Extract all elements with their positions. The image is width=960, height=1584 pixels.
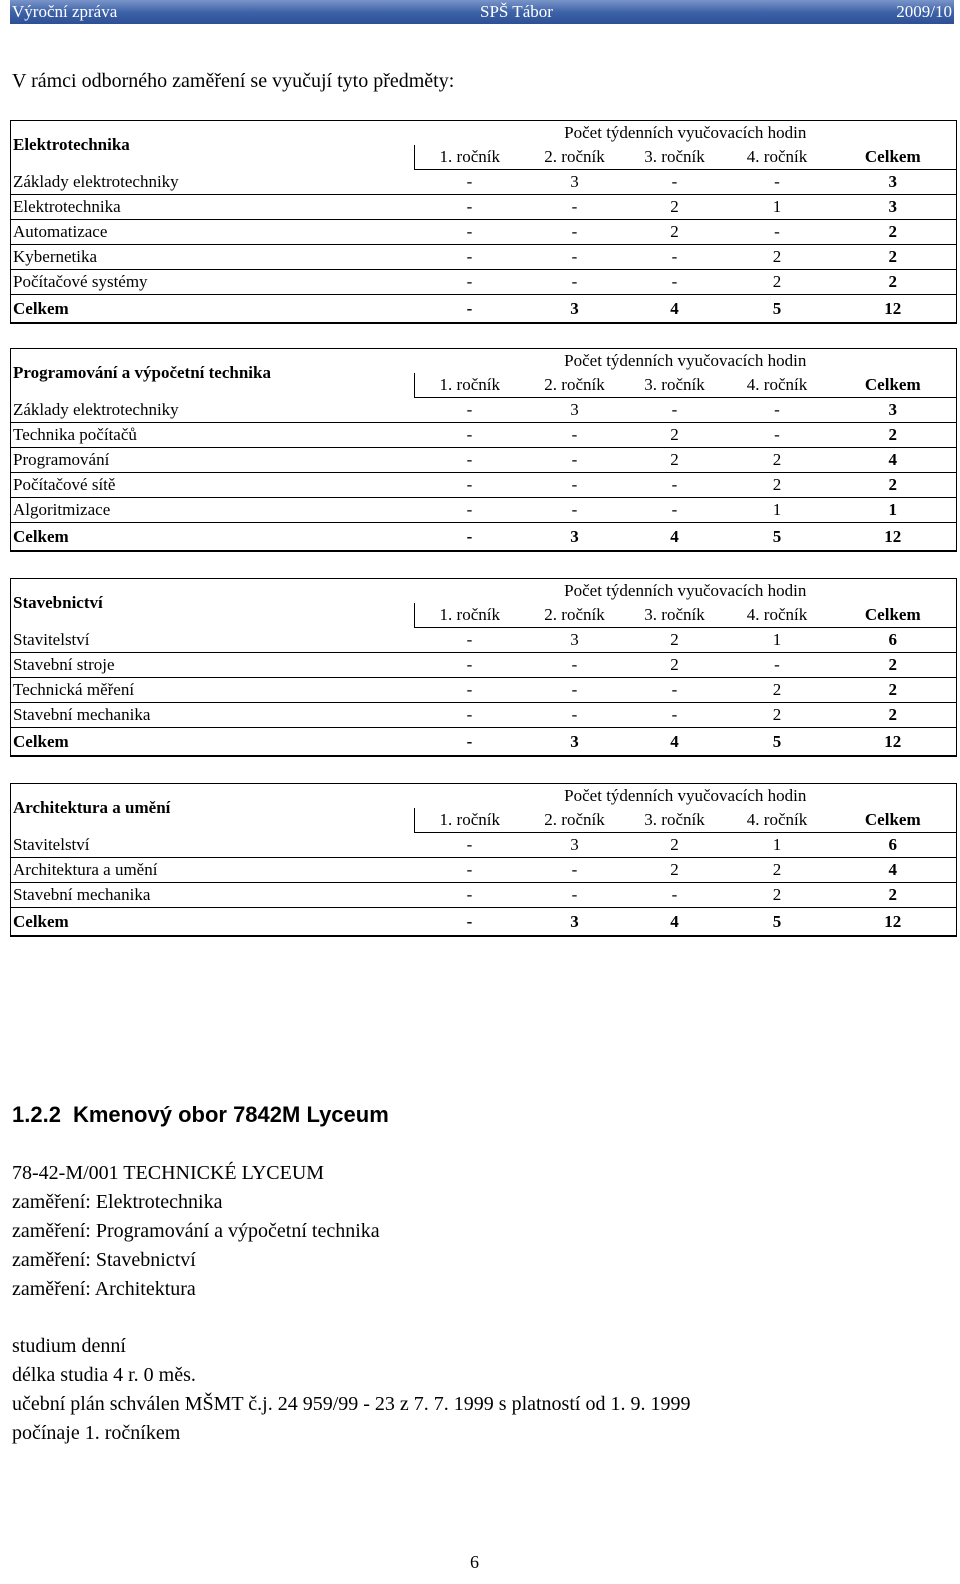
study-info: [12, 1332, 690, 1448]
subject-name: Počítačové systémy: [11, 270, 415, 295]
subject-name: Architektura a umění: [11, 858, 415, 883]
hours-cell: 1: [725, 498, 830, 523]
hours-cell: 2: [725, 448, 830, 473]
subject-name: Elektrotechnika: [11, 195, 415, 220]
intro-text: V rámci odborného zaměření se vyučují tyto předměty:: [12, 70, 455, 92]
hours-header: Počet týdenních vyučovacích hodin: [415, 579, 957, 604]
hours-cell: 4: [625, 908, 725, 937]
section-number: 1.2.2: [12, 1102, 61, 1127]
hours-cell: -: [415, 833, 525, 858]
hours-cell: -: [525, 270, 625, 295]
hours-cell: -: [725, 653, 830, 678]
hours-cell: 1: [725, 628, 830, 653]
hours-cell: -: [525, 883, 625, 908]
subject-name: Programování: [11, 448, 415, 473]
hours-cell: 3: [525, 398, 625, 423]
section-title: Kmenový obor 7842M Lyceum: [72, 1102, 389, 1127]
subject-name: Stavební mechanika: [11, 883, 415, 908]
info-line: zaměření: Architektura: [12, 1278, 196, 1300]
study-line: počínaje 1. ročníkem: [12, 1422, 181, 1444]
column-header-year: 1. ročník: [415, 373, 525, 398]
total-row: [11, 523, 957, 552]
hours-cell: 3: [525, 908, 625, 937]
program-info: [12, 1159, 380, 1304]
hours-cell: -: [415, 908, 525, 937]
hours-cell: 2: [625, 833, 725, 858]
hours-cell: -: [525, 195, 625, 220]
hours-total-cell: 12: [830, 908, 957, 937]
subject-table: [10, 120, 957, 324]
hours-cell: -: [415, 245, 525, 270]
hours-cell: -: [415, 473, 525, 498]
hours-cell: 2: [625, 858, 725, 883]
subject-row: [11, 245, 957, 270]
subject-name: Stavební mechanika: [11, 703, 415, 728]
hours-cell: 5: [725, 523, 830, 552]
subject-row: [11, 653, 957, 678]
column-header-year: 2. ročník: [525, 145, 625, 170]
hours-total-cell: 12: [830, 728, 957, 757]
subject-name: Základy elektrotechniky: [11, 398, 415, 423]
hours-cell: -: [525, 703, 625, 728]
subject-row: [11, 195, 957, 220]
hours-total-cell: 12: [830, 295, 957, 324]
hours-cell: 5: [725, 295, 830, 324]
subject-row: [11, 270, 957, 295]
hours-total-cell: 2: [830, 473, 957, 498]
hours-cell: -: [415, 523, 525, 552]
hours-total-cell: 2: [830, 883, 957, 908]
hours-cell: 2: [725, 678, 830, 703]
hours-total-cell: 4: [830, 448, 957, 473]
header-school-name: SPŠ Tábor: [480, 2, 553, 21]
hours-cell: 5: [725, 728, 830, 757]
hours-cell: -: [525, 448, 625, 473]
hours-total-cell: 3: [830, 195, 957, 220]
hours-total-cell: 2: [830, 220, 957, 245]
subject-row: [11, 628, 957, 653]
subject-row: [11, 398, 957, 423]
hours-total-cell: 2: [830, 703, 957, 728]
hours-cell: -: [625, 398, 725, 423]
hours-cell: 4: [625, 523, 725, 552]
hours-cell: 2: [725, 858, 830, 883]
subject-name: Technika počítačů: [11, 423, 415, 448]
info-line: zaměření: Stavebnictví: [12, 1249, 196, 1271]
group-name: Stavebnictví: [11, 579, 415, 628]
hours-total-cell: 2: [830, 653, 957, 678]
column-header-year: 3. ročník: [625, 603, 725, 628]
subject-row: [11, 423, 957, 448]
hours-total-cell: 3: [830, 398, 957, 423]
subject-row: [11, 703, 957, 728]
hours-cell: -: [625, 170, 725, 195]
hours-cell: -: [415, 423, 525, 448]
column-header-total: Celkem: [830, 808, 957, 833]
hours-cell: -: [415, 858, 525, 883]
column-header-year: 2. ročník: [525, 808, 625, 833]
hours-cell: -: [625, 703, 725, 728]
hours-total-cell: 1: [830, 498, 957, 523]
hours-cell: 3: [525, 523, 625, 552]
subject-row: [11, 170, 957, 195]
section-heading: [12, 1102, 389, 1128]
subject-row: [11, 833, 957, 858]
info-line: zaměření: Elektrotechnika: [12, 1191, 223, 1213]
hours-cell: -: [725, 220, 830, 245]
column-header-year: 3. ročník: [625, 145, 725, 170]
total-label: Celkem: [11, 908, 415, 937]
hours-cell: 3: [525, 295, 625, 324]
hours-total-cell: 3: [830, 170, 957, 195]
subject-name: Počítačové sítě: [11, 473, 415, 498]
group-name: Programování a výpočetní technika: [11, 349, 415, 398]
study-line: délka studia 4 r. 0 měs.: [12, 1364, 196, 1386]
hours-total-cell: 2: [830, 678, 957, 703]
hours-cell: 3: [525, 728, 625, 757]
hours-total-cell: 6: [830, 833, 957, 858]
subject-name: Technická měření: [11, 678, 415, 703]
hours-cell: -: [625, 270, 725, 295]
hours-cell: 2: [725, 703, 830, 728]
hours-cell: -: [415, 678, 525, 703]
column-header-year: 3. ročník: [625, 373, 725, 398]
hours-cell: 1: [725, 833, 830, 858]
hours-cell: -: [525, 858, 625, 883]
hours-cell: -: [525, 423, 625, 448]
subject-table: [10, 783, 957, 937]
info-line: zaměření: Programování a výpočetní technika: [12, 1220, 380, 1242]
hours-cell: -: [415, 653, 525, 678]
hours-cell: 2: [725, 270, 830, 295]
column-header-year: 4. ročník: [725, 808, 830, 833]
total-label: Celkem: [11, 523, 415, 552]
hours-cell: 2: [625, 653, 725, 678]
subject-row: [11, 448, 957, 473]
subject-name: Základy elektrotechniky: [11, 170, 415, 195]
hours-cell: -: [415, 220, 525, 245]
subject-row: [11, 883, 957, 908]
hours-cell: -: [415, 703, 525, 728]
hours-cell: 2: [725, 883, 830, 908]
hours-cell: -: [525, 245, 625, 270]
hours-cell: -: [625, 678, 725, 703]
hours-cell: 3: [525, 170, 625, 195]
total-row: [11, 908, 957, 937]
hours-total-cell: 12: [830, 523, 957, 552]
total-label: Celkem: [11, 295, 415, 324]
total-row: [11, 295, 957, 324]
hours-cell: 2: [625, 628, 725, 653]
hours-cell: 2: [625, 423, 725, 448]
subject-row: [11, 678, 957, 703]
hours-cell: -: [415, 728, 525, 757]
info-line: 78-42-M/001 TECHNICKÉ LYCEUM: [12, 1162, 325, 1184]
hours-cell: -: [415, 498, 525, 523]
column-header-year: 3. ročník: [625, 808, 725, 833]
subject-row: [11, 220, 957, 245]
hours-cell: 4: [625, 728, 725, 757]
hours-cell: 2: [625, 195, 725, 220]
hours-total-cell: 2: [830, 270, 957, 295]
hours-cell: 2: [725, 473, 830, 498]
column-header-year: 4. ročník: [725, 145, 830, 170]
study-line: studium denní: [12, 1335, 126, 1357]
hours-header: Počet týdenních vyučovacích hodin: [415, 349, 957, 374]
hours-cell: -: [415, 448, 525, 473]
subject-name: Automatizace: [11, 220, 415, 245]
column-header-total: Celkem: [830, 603, 957, 628]
hours-cell: -: [725, 398, 830, 423]
hours-cell: -: [625, 883, 725, 908]
hours-cell: -: [525, 498, 625, 523]
hours-header: Počet týdenních vyučovacích hodin: [415, 784, 957, 809]
hours-cell: -: [415, 628, 525, 653]
subject-table: [10, 578, 957, 757]
column-header-year: 2. ročník: [525, 373, 625, 398]
hours-cell: -: [415, 398, 525, 423]
column-header-year: 1. ročník: [415, 145, 525, 170]
hours-cell: -: [625, 498, 725, 523]
hours-total-cell: 6: [830, 628, 957, 653]
column-header-year: 1. ročník: [415, 603, 525, 628]
total-row: [11, 728, 957, 757]
hours-cell: -: [525, 220, 625, 245]
column-header-total: Celkem: [830, 373, 957, 398]
hours-cell: -: [415, 195, 525, 220]
hours-cell: 3: [525, 628, 625, 653]
subject-name: Algoritmizace: [11, 498, 415, 523]
hours-total-cell: 4: [830, 858, 957, 883]
subject-name: Stavitelství: [11, 628, 415, 653]
column-header-year: 2. ročník: [525, 603, 625, 628]
total-label: Celkem: [11, 728, 415, 757]
hours-cell: 2: [725, 245, 830, 270]
group-name: Architektura a umění: [11, 784, 415, 833]
subject-name: Kybernetika: [11, 245, 415, 270]
header-school-year: 2009/10: [896, 2, 952, 21]
hours-cell: -: [415, 295, 525, 324]
hours-cell: 1: [725, 195, 830, 220]
hours-cell: -: [725, 170, 830, 195]
subject-name: Stavitelství: [11, 833, 415, 858]
subject-name: Stavební stroje: [11, 653, 415, 678]
hours-cell: 2: [625, 448, 725, 473]
hours-cell: 3: [525, 833, 625, 858]
hours-cell: -: [725, 423, 830, 448]
hours-cell: -: [415, 170, 525, 195]
study-line: učební plán schválen MŠMT č.j. 24 959/99 - 23 z 7. 7. 1999 s platností od 1. 9. 1999: [12, 1393, 691, 1415]
page-header: [10, 0, 954, 24]
hours-cell: -: [415, 883, 525, 908]
column-header-total: Celkem: [830, 145, 957, 170]
hours-cell: -: [525, 678, 625, 703]
column-header-year: 1. ročník: [415, 808, 525, 833]
hours-total-cell: 2: [830, 245, 957, 270]
hours-cell: -: [525, 653, 625, 678]
hours-cell: 4: [625, 295, 725, 324]
hours-total-cell: 2: [830, 423, 957, 448]
column-header-year: 4. ročník: [725, 603, 830, 628]
subject-row: [11, 858, 957, 883]
hours-cell: -: [415, 270, 525, 295]
subject-row: [11, 473, 957, 498]
subject-row: [11, 498, 957, 523]
hours-cell: 2: [625, 220, 725, 245]
hours-cell: -: [525, 473, 625, 498]
page-number: 6: [470, 1552, 479, 1572]
subject-table: [10, 348, 957, 552]
hours-cell: -: [625, 473, 725, 498]
hours-header: Počet týdenních vyučovacích hodin: [415, 121, 957, 146]
group-name: Elektrotechnika: [11, 121, 415, 170]
hours-cell: -: [625, 245, 725, 270]
hours-cell: 5: [725, 908, 830, 937]
column-header-year: 4. ročník: [725, 373, 830, 398]
header-document-title: Výroční zpráva: [12, 2, 118, 21]
